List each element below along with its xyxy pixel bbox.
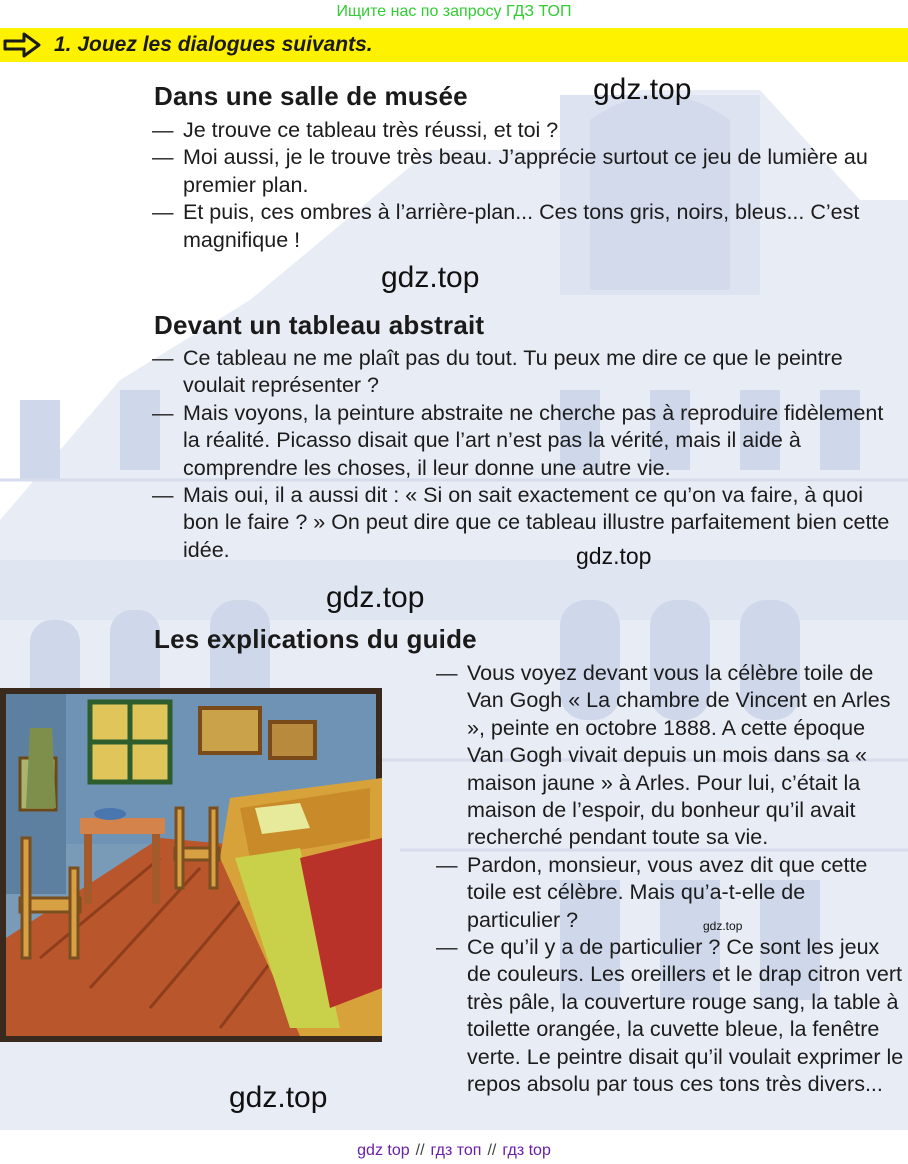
dialogue-line: — Ce tableau ne me plaît pas du tout. Tu peux me dire ce que le peintre voulait représenter ?: [152, 346, 843, 398]
footer-link[interactable]: гдз top: [502, 1142, 551, 1159]
dialogue-museum: [152, 117, 897, 254]
site-banner: Ищите нас по запросу ГДЗ ТОП: [0, 0, 908, 24]
dialogue-line: — Ce qu’il y a de particulier ? Ce sont les jeux de couleurs. Les oreillers et le drap citron vert très pâle, la couverture rouge sang, la table à toilette orangée, la cuvette bleue, la fenêtre verte. Le peintre disait qu’il voulait exprimer le repos absolu par tous ces tons très divers...: [436, 935, 904, 1097]
footer-link[interactable]: gdz top: [357, 1142, 410, 1159]
dialogue-dash: —: [436, 661, 458, 685]
footer-separator: //: [415, 1142, 425, 1159]
exercise-header: [0, 28, 908, 62]
dialogue-dash: —: [152, 400, 174, 425]
dialogue-line: — Et puis, ces ombres à l’arrière-plan... Ces tons gris, noirs, bleus... C’est magnifique !: [152, 200, 860, 252]
section-title: Devant un tableau abstrait: [154, 310, 485, 340]
dialogue-dash: —: [152, 200, 174, 225]
footer-separator: //: [487, 1142, 497, 1159]
watermark: gdz.top: [381, 261, 480, 294]
dialogue-line: — Pardon, monsieur, vous avez dit que cette toile est célèbre. Mais qu’a-t-elle de particulier ?: [436, 852, 868, 932]
watermark: gdz.top: [576, 543, 652, 569]
footer-link[interactable]: гдз топ: [430, 1142, 482, 1159]
dialogue-line: — Mais oui, il a aussi dit : « Si on sait exactement ce qu’on va faire, à quoi bon le faire ? » On peut dire que ce tableau illustre parfaitement bien cette idée.: [152, 483, 890, 562]
arrow-right-icon: [2, 31, 42, 59]
dialogue-line: — Je trouve ce tableau très réussi, et toi ?: [152, 117, 897, 144]
dialogue-dash: —: [152, 118, 174, 142]
dialogue-line: — Mais voyons, la peinture abstraite ne cherche pas à reproduire fidèlement la réalité. Picasso disait que l’art n’est pas la vérité, mais il aide à comprendre les choses, il leur donne une autre vie.: [152, 400, 884, 480]
section-title: Dans une salle de musée: [154, 81, 468, 111]
watermark: gdz.top: [703, 919, 743, 933]
section-title: Les explications du guide: [154, 624, 477, 654]
guide-explanation: [436, 660, 904, 1099]
dialogue-dash: —: [152, 483, 174, 508]
dialogue-dash: —: [436, 935, 458, 960]
dialogue-line: — Vous voyez devant vous la célèbre toile de Van Gogh « La chambre de Vincent en Arles », peinte en octobre 1888. A cette époque Van Gogh vivait depuis un mois dans sa « maison jaune » à Arles. Pour lui, c’était la maison de l’espoir, du bonheur qu’il avait recherché pendant toute sa vie.: [436, 661, 891, 850]
dialogue-line: — Moi aussi, je le trouve très beau. J’apprécie surtout ce jeu de lumière au premier plan.: [152, 145, 868, 197]
dialogue-dash: —: [152, 346, 174, 370]
dialogue-dash: —: [436, 852, 458, 877]
dialogue-dash: —: [152, 145, 174, 170]
exercise-title: 1. Jouez les dialogues suivants.: [54, 33, 373, 56]
watermark: gdz.top: [593, 73, 692, 106]
footer-links: [0, 1137, 908, 1164]
watermark: gdz.top: [326, 581, 425, 614]
watermark: gdz.top: [229, 1081, 328, 1114]
van-gogh-bedroom-painting: [0, 688, 382, 1042]
dialogue-abstract: [152, 345, 897, 564]
